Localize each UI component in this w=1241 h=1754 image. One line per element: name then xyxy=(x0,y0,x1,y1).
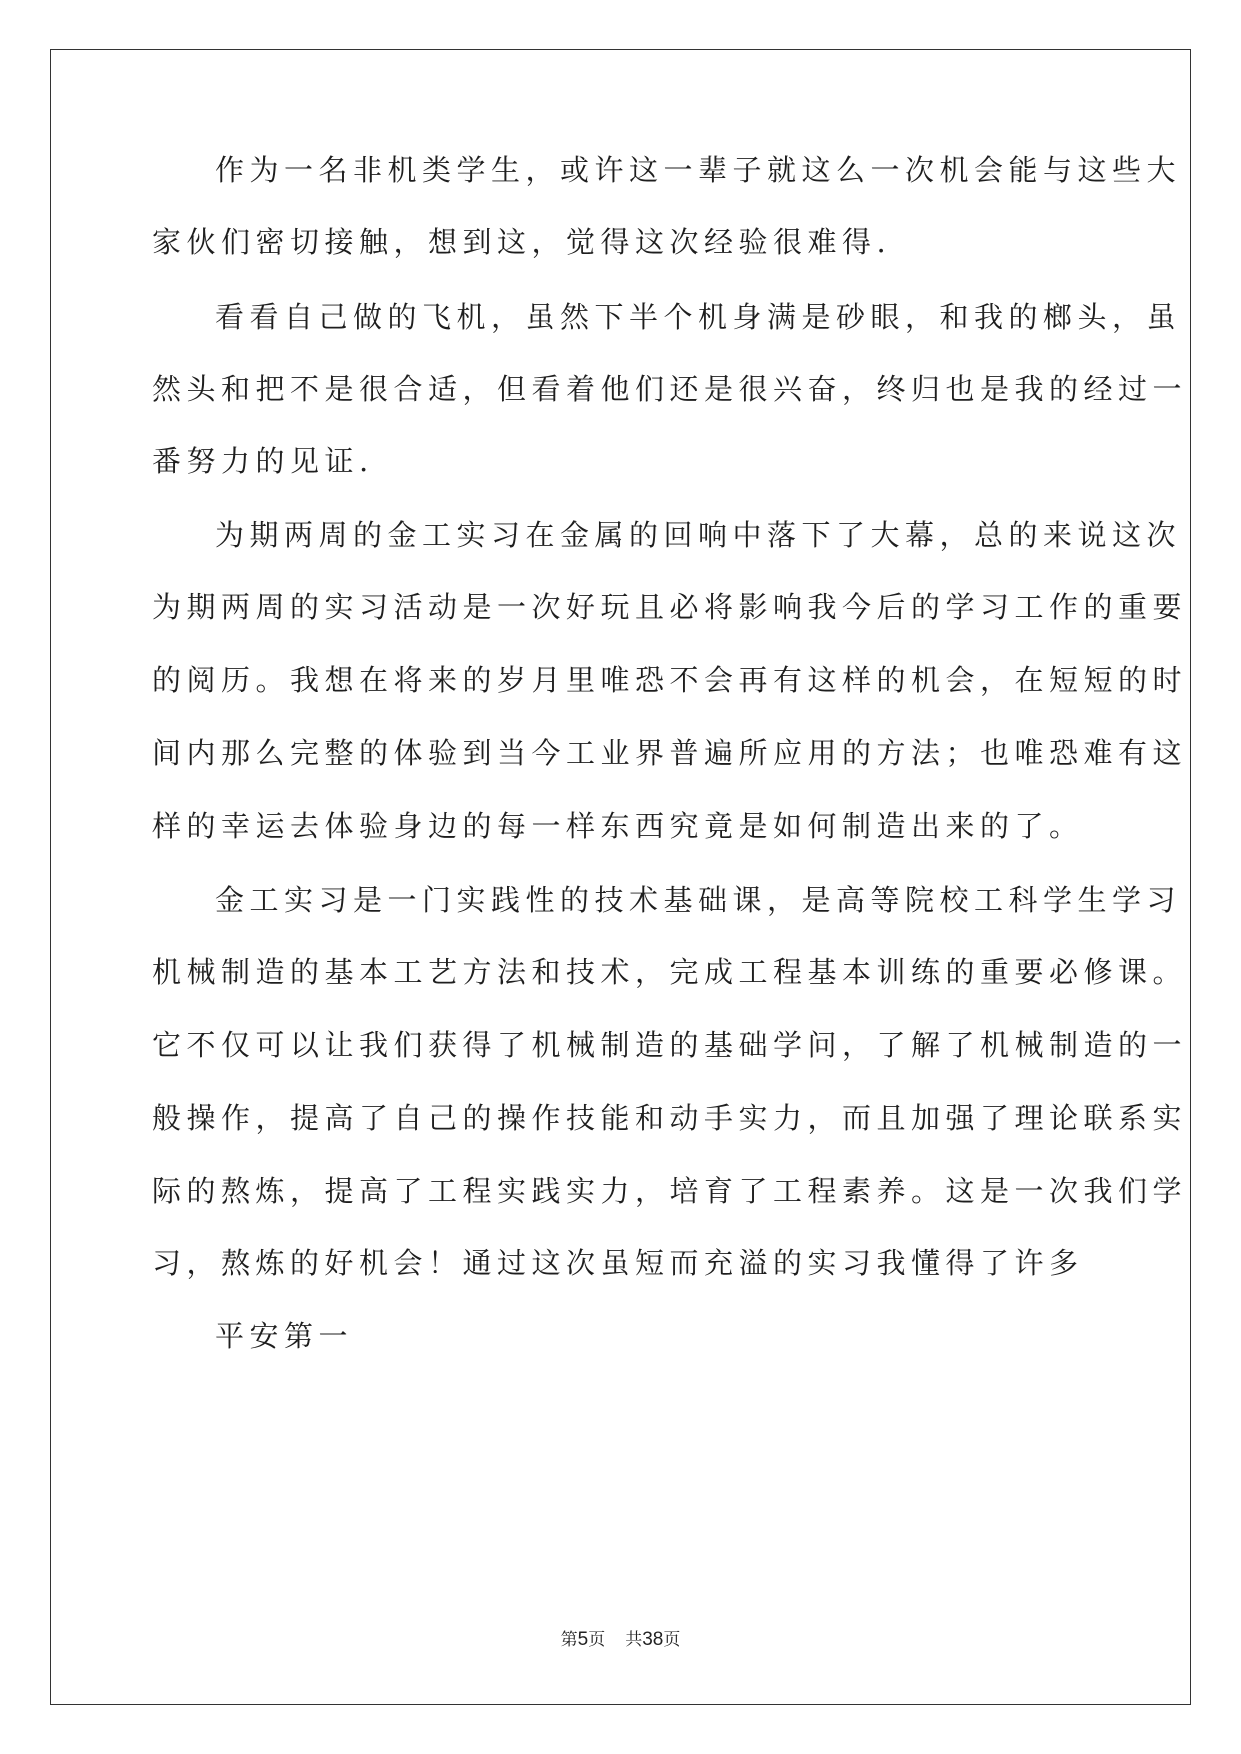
paragraph-5-line-1: 平安第一 xyxy=(215,1319,354,1353)
paragraph-4-line-2: 机械制造的基本工艺方法和技术，完成工程基本训练的重要必修课。 xyxy=(152,955,1188,989)
paragraph-3-line-4: 间内那么完整的体验到当今工业界普遍所应用的方法；也唯恐难有这 xyxy=(152,736,1188,770)
total-prefix: 共 xyxy=(625,1630,643,1650)
paragraph-1-line-1: 作为一名非机类学生，或许这一辈子就这么一次机会能与这些大 xyxy=(215,153,1182,187)
paragraph-2-line-2: 然头和把不是很合适，但看着他们还是很兴奋，终归也是我的经过一 xyxy=(152,372,1188,406)
paragraph-4-line-5: 际的熬炼，提高了工程实践实力，培育了工程素养。这是一次我们学 xyxy=(152,1174,1188,1208)
paragraph-4-line-6: 习，熬炼的好机会！通过这次虽短而充溢的实习我懂得了许多 xyxy=(152,1246,1084,1280)
paragraph-3-line-5: 样的幸运去体验身边的每一样东西究竟是如何制造出来的了。 xyxy=(152,809,1084,843)
total-suffix: 页 xyxy=(663,1630,681,1650)
paragraph-1-line-2: 家伙们密切接触，想到这，觉得这次经验很难得. xyxy=(152,225,892,259)
paragraph-3-line-1: 为期两周的金工实习在金属的回响中落下了大幕，总的来说这次 xyxy=(215,518,1182,552)
paragraph-3-line-2: 为期两周的实习活动是一次好玩且必将影响我今后的学习工作的重要 xyxy=(152,590,1188,624)
page-number: 5 xyxy=(577,1629,589,1650)
paragraph-4-line-4: 般操作，提高了自己的操作技能和动手实力，而且加强了理论联系实 xyxy=(152,1101,1188,1135)
page-suffix: 页 xyxy=(588,1630,606,1650)
page-prefix: 第 xyxy=(560,1630,578,1650)
paragraph-2-line-1: 看看自己做的飞机，虽然下半个机身满是砂眼，和我的榔头，虽 xyxy=(215,300,1182,334)
total-pages: 38 xyxy=(642,1629,664,1650)
paragraph-4-line-1: 金工实习是一门实践性的技术基础课，是高等院校工科学生学习 xyxy=(215,883,1182,917)
paragraph-4-line-3: 它不仅可以让我们获得了机械制造的基础学问，了解了机械制造的一 xyxy=(152,1028,1188,1062)
page-footer xyxy=(0,1628,1241,1652)
paragraph-2-line-3: 番努力的见证. xyxy=(152,444,374,478)
paragraph-3-line-3: 的阅历。我想在将来的岁月里唯恐不会再有这样的机会，在短短的时 xyxy=(152,663,1188,697)
